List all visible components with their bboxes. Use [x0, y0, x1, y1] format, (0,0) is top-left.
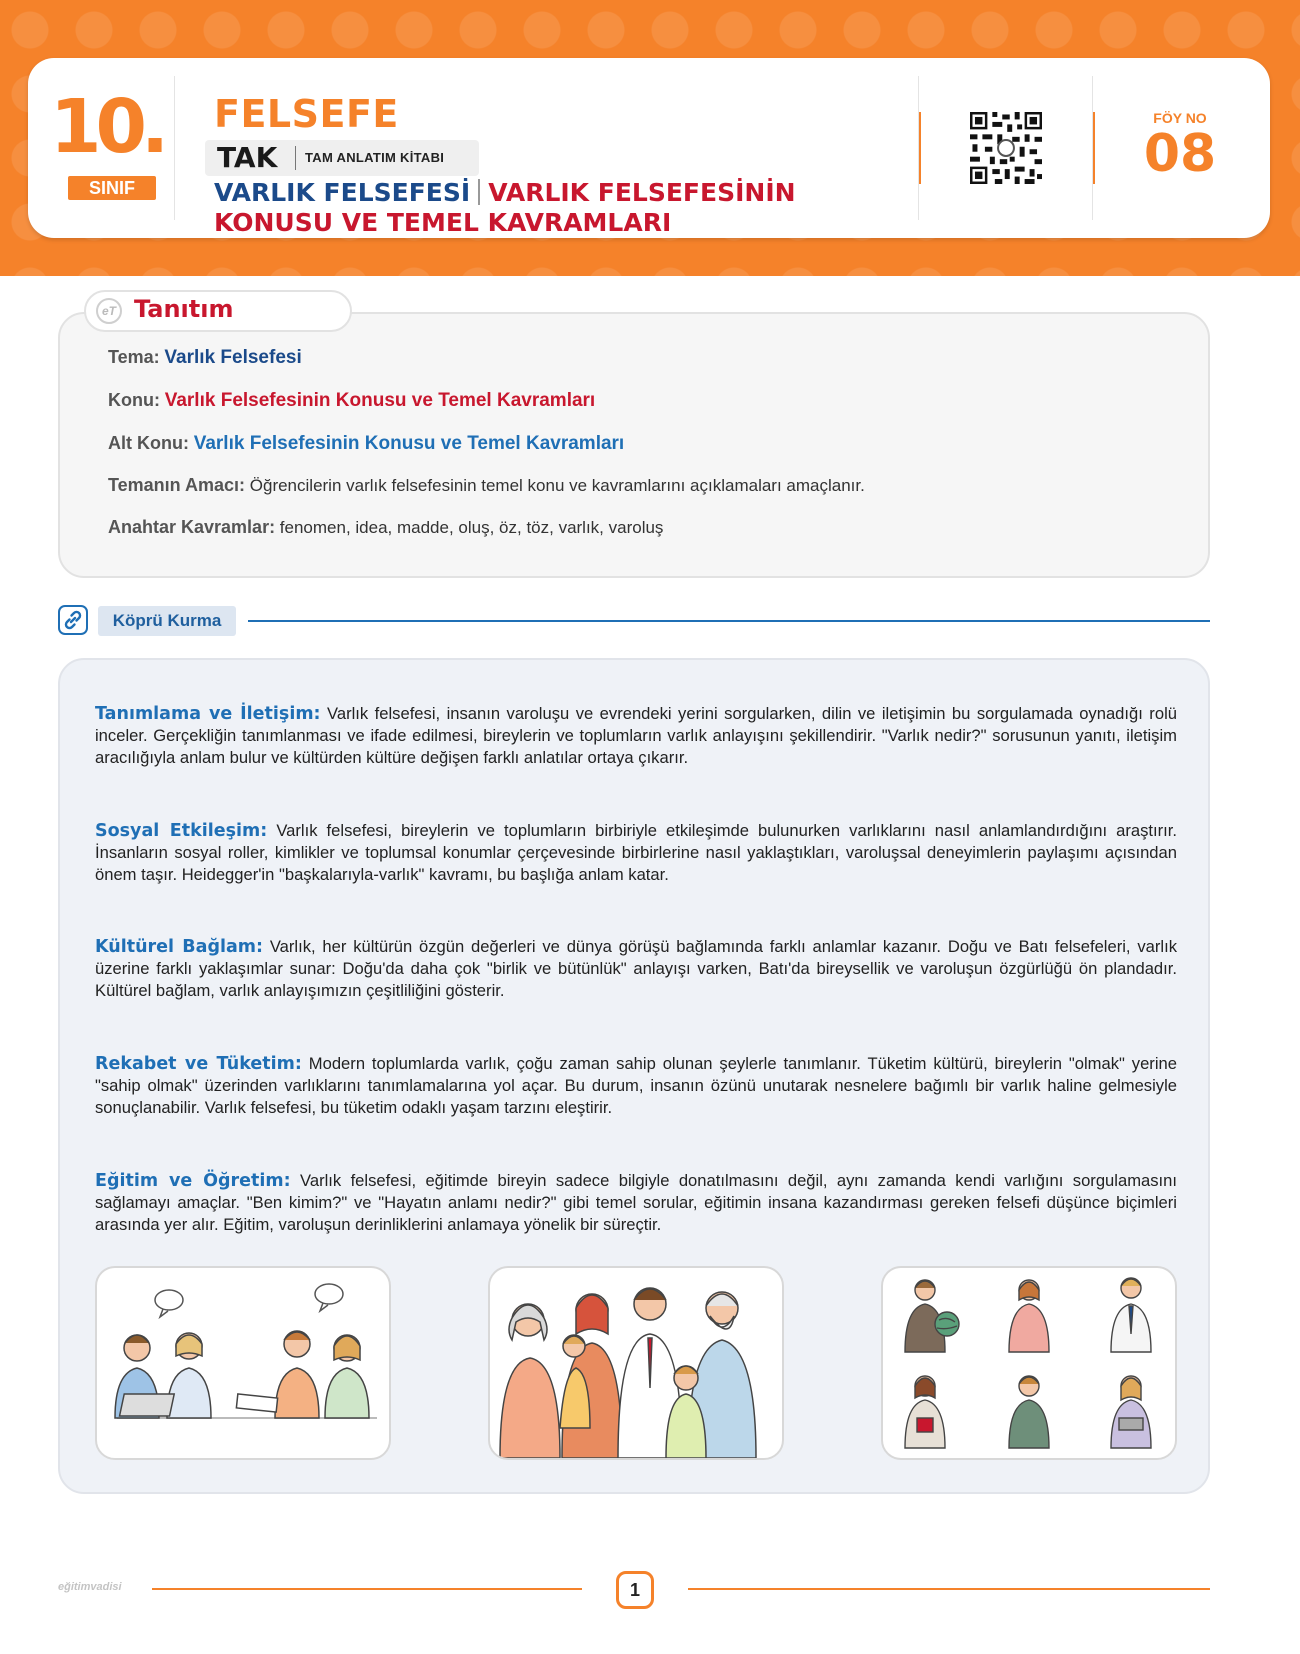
paragraph-heading: Kültürel Bağlam:: [95, 937, 264, 957]
topic-title-line1: [214, 178, 796, 207]
paragraph-culture: [95, 936, 1177, 1002]
paragraph-heading: Tanımlama ve İletişim:: [95, 704, 321, 724]
footer-brand: eğitimvadisi: [58, 1581, 122, 1593]
paragraph-heading: Rekabet ve Tüketim:: [95, 1054, 302, 1074]
grade-badge: [50, 84, 164, 198]
paragraph-social: [95, 820, 1177, 886]
paragraph-communication: [95, 703, 1177, 769]
book-divider: [295, 146, 296, 170]
intro-value: Öğrencilerin varlık felsefesinin temel konu ve kavramlarını açıklamaları amaçlanır.: [249, 476, 865, 495]
intro-row-theme: [108, 347, 302, 369]
paragraph-text: Varlık felsefesi, bireylerin ve toplumların birbiriyle etkileşimde bulunurken varlıklarını nasıl anlamlandırdığını araştırır. İnsanların sosyal roller, kimlikler ve toplumsal konumlar çerçevesinde birbirlerine nasıl yaklaştıkları, varoluşsal deneyimlerin paylaşımı açısından önem taşır. Heidegger'in "başkalarıyla-varlık" kavramı, bu başlığa anlam katar.: [95, 821, 1177, 884]
paragraph-education: [95, 1170, 1177, 1236]
footer-rule-left: [152, 1588, 582, 1590]
grade-label: SINIF: [68, 176, 156, 200]
intro-value: fenomen, idea, madde, oluş, öz, töz, varlık, varoluş: [279, 518, 664, 537]
intro-value: Varlık Felsefesinin Konusu ve Temel Kavramları: [164, 390, 596, 411]
intro-label: Temanın Amacı:: [108, 475, 246, 495]
paragraph-text: Modern toplumlarda varlık, çoğu zaman sahip olunan şeylerle tanımlanır. Tüketim kültürü, bireylerin "olmak" yerine "sahip olmak" üzerinden varlıklarını tanımlamalarına yol açar. Bu durum, insanın özünü unutarak nesnelere bağımlı bir varlık haline gelmesiyle sonuçlanabilir. Varlık felsefesi, bu tüketim odaklı yaşam tarzını eleştirir.: [95, 1054, 1177, 1117]
intro-row-topic: [108, 390, 595, 412]
intro-label: Tema:: [108, 347, 160, 367]
intro-value: Varlık Felsefesinin Konusu ve Temel Kavramları: [193, 433, 625, 454]
theme-title: VARLIK FELSEFESİ: [214, 178, 471, 207]
header-accent-divider: [919, 112, 921, 184]
intro-row-keywords: [108, 517, 663, 538]
footer-rule-right: [688, 1588, 1210, 1590]
paragraph-text: Varlık felsefesi, eğitimde bireyin sadece bilgiyle donatılmasını değil, aynı zamanda kendi varlığını sorgulamasını sağlamayı amaçlar. "Ben kimim?" ve "Hayatın anlamı nedir?" gibi temel sorular, eğitimin insana kazandırması gereken felsefi düşünce biçimleri arasında yer alır. Eğitim, varoluşun derinliklerini anlamaya yönelik bir süreçtir.: [95, 1171, 1177, 1234]
intro-label: Anahtar Kavramlar:: [108, 517, 276, 537]
bridge-rule: [248, 620, 1210, 622]
paragraph-text: Varlık, her kültürün özgün değerleri ve dünya görüşü bağlamında farklı anlamlar kazanır. Doğu ve Batı felsefeleri, varlık üzerine farklı yaklaşımlar sunar: Doğu'da daha çok "birlik ve bütünlük" anlayışı varken, Batı'da bireysellik ve varoluşun özgürlüğü ön plandadır. Kültürel bağlam, varlık anlayışımızın çeşitliliğini gösterir.: [95, 937, 1177, 1000]
paragraph-heading: Eğitim ve Öğretim:: [95, 1171, 291, 1191]
book-title: TAM ANLATIM KİTABI: [305, 150, 445, 165]
subtopic-title-line2: KONUSU VE TEMEL KAVRAMLARI: [214, 208, 672, 237]
foy-label: FÖY NO: [1153, 110, 1207, 126]
book-code: TAK: [217, 141, 278, 174]
foy-badge: [1118, 110, 1242, 182]
intro-row-aim: [108, 475, 865, 496]
bridge-label: Köprü Kurma: [98, 606, 236, 636]
foy-number: 08: [1143, 124, 1217, 184]
paragraph-text: Varlık felsefesi, insanın varoluşu ve evrendeki yerini sorgularken, dilin ve iletişimin bu sorgulamada oynadığı rolü inceler. Gerçekliğin tanımlanması ve ifade edilmesi, bireylerin ve toplumların varlık anlayışını şekillendirir. "Varlık nedir?" sorusunun yanıtı, iletişim aracılığıyla anlam bulur ve kültürden kültüre değişen farklı anlatılar ortaya çıkarır.: [95, 704, 1177, 767]
link-icon: [58, 605, 88, 635]
topic-separator: [478, 179, 480, 205]
illustration-discussion: [95, 1266, 391, 1460]
book-badge: [205, 140, 479, 176]
qr-code-icon[interactable]: [970, 112, 1042, 184]
paragraph-heading: Sosyal Etkileşim:: [95, 821, 268, 841]
header-accent-divider: [1093, 112, 1095, 184]
paragraph-consumption: [95, 1053, 1177, 1119]
intro-value: Varlık Felsefesi: [164, 347, 302, 368]
page-number: 1: [616, 1571, 654, 1609]
subtopic-title-line1: VARLIK FELSEFESİNİN: [488, 178, 796, 207]
illustration-professions: [881, 1266, 1177, 1460]
intro-row-subtopic: [108, 433, 624, 455]
intro-label: Alt Konu:: [108, 433, 189, 453]
intro-title: Tanıtım: [134, 295, 234, 323]
intro-label: Konu:: [108, 390, 160, 410]
grade-number: 10.: [50, 84, 164, 170]
header-divider: [174, 76, 175, 220]
subject-title: FELSEFE: [214, 92, 399, 136]
intro-tab: [84, 290, 352, 332]
illustration-family: [488, 1266, 784, 1460]
brand-logo-icon: eT: [96, 298, 122, 324]
